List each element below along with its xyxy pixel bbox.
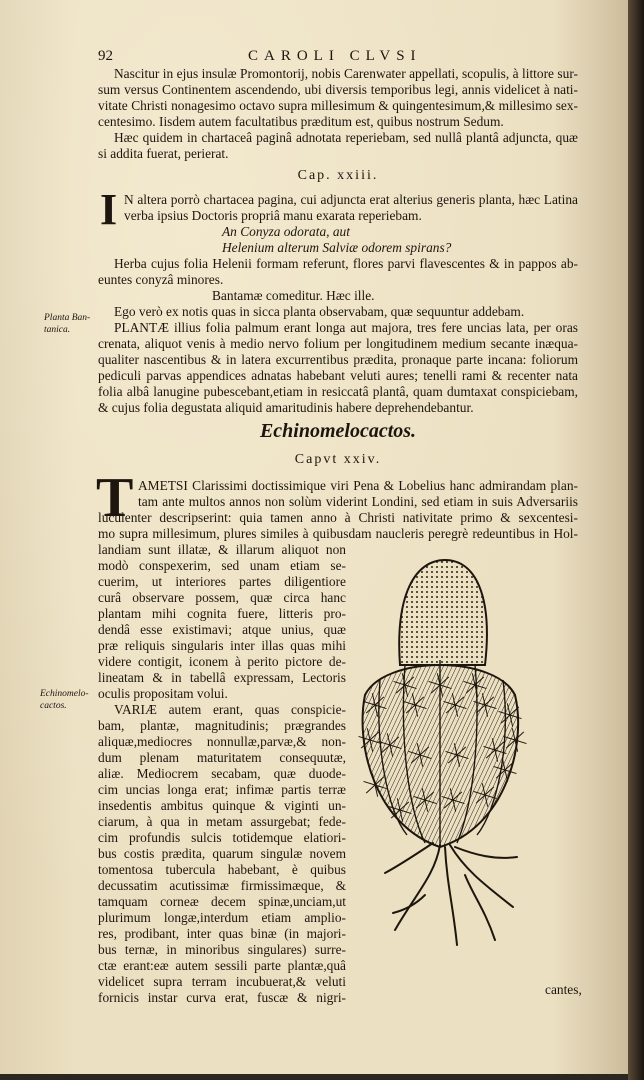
cap24-narrow-line: oculis propositam volui.	[98, 686, 228, 701]
chapter-24-title: Echinomelocactos.	[259, 420, 417, 442]
cap24-narrow-line: decussatim acutissimæ firmissimæque, &	[98, 878, 346, 893]
cap24-narrow-line: lineatam & in tabellâ expressam, Lectoris	[98, 670, 346, 685]
dropcap-i: I	[100, 185, 118, 234]
book-spine	[628, 0, 644, 1080]
para1-line: sum versus Continentem ascendendo, ubi diversis temporibus legi, annis videlicet à nati-	[98, 82, 578, 97]
cap24-wide-line: luculenter descripserint: quia tamen anno à Christi nativitate primo & sexcentesi-	[98, 510, 578, 525]
cap23-line: N altera porrò chartacea pagina, cui adjuncta erat alterius generis planta, hæc Latina	[124, 192, 578, 207]
running-title: CAROLI CLVSI	[248, 48, 422, 64]
page-header	[98, 48, 578, 66]
cap23-body2: folia albâ lanugine pubescebant,etiam in resiccatâ plantâ, quam dumtaxat conspiciebam,	[98, 384, 578, 399]
cap23-body2: qualiter nascentibus & in latera excurrentibus prædita, pronaque parte incana: foliorum	[98, 352, 578, 367]
catchword: cantes,	[545, 982, 582, 997]
cap24-narrow-line: aliæ. Mediocrem secabam, quæ duode-	[98, 766, 346, 781]
cap24-narrow-line: dum plenam maturitatem consequutæ,	[98, 750, 346, 765]
cap24-narrow-line: insedentis ambitus quinque & viginti un-	[98, 798, 346, 813]
cap23-body2: PLANTÆ illius folia palmum erant longa aut majora, tres fere uncias lata, per oras	[114, 320, 578, 335]
cap23-body2: pediculi parvas appendices adnatas habebant veluti aures; tenelli rami & recenter nata	[98, 368, 578, 383]
cap23-body: euntes conyzâ minores.	[98, 272, 224, 287]
cap24-narrow-line: tomentosa tubercula habebant, è quibus	[98, 862, 346, 877]
margin-note-line: tanica.	[44, 325, 71, 335]
cap24-narrow-line: cim profundis sulcis totidemque elatiori-	[98, 830, 346, 845]
chapter-24-heading: Capvt xxiv.	[294, 452, 382, 467]
cap24-narrow-line: tamquam corneæ decem spinæ,unciam,ut	[98, 894, 346, 909]
cephalium	[399, 560, 487, 665]
page-number: 92	[98, 48, 113, 64]
para2-line: Hæc quidem in chartaceâ paginâ adnotata reperiebam, sed nullâ plantâ adjuncta, quæ	[114, 130, 578, 145]
margin-note-line: Echinomelo-	[40, 689, 89, 699]
echinomelocactus-illustration	[345, 555, 540, 955]
cap24-narrow-line: dendâ esse existimavi; atque unius, quæ	[98, 622, 346, 637]
chapter-23-heading: Cap. xxiii.	[297, 168, 379, 183]
para1-line: vitate Christi nonagesimo octavo supra millesimum & quingentesimum,& millesimo sex-	[98, 98, 578, 113]
cap23-body2: & cujus folia degustata aliquid amaritudinis habere deprehendebantur.	[98, 400, 474, 415]
cap24-wide-line: mo supra millesimum, plures similes à quibusdam naucleris peregrè redeuntibus in Hol-	[98, 526, 578, 541]
margin-note-line: Planta Ban-	[44, 313, 91, 323]
cap24-narrow-line: bam, plantæ, magnitudinis; prægrandes	[98, 718, 346, 733]
cap24-wide-line: AMETSI Clarissimi doctissimique viri Pena & Lobelius hanc admirandam plan-	[138, 478, 578, 493]
roots	[385, 843, 517, 945]
para1-line: centesimo. Iisdem autem facultatibus præditum est, quibus nostrum Sedum.	[98, 114, 504, 129]
para2-line: si addita fuerat, perierat.	[98, 146, 229, 161]
cap24-narrow-line: fornicis instar curva erat, fuscæ & nigri-	[98, 990, 346, 1005]
cap24-narrow-line: videlicet supra terram incubuerat,& veluti	[98, 974, 346, 989]
para1-line: Nascitur in ejus insulæ Promontorij, nobis Carenwater appellati, scopulis, à littore sur-	[114, 66, 578, 81]
cap24-narrow-line: landiam sunt illatæ, & illarum aliquot non	[98, 542, 346, 557]
margin-note-planta	[44, 312, 90, 336]
cap24-narrow-line: ciarum, à qua in metam assurgebat; fede-	[98, 814, 346, 829]
cap23-quote: An Conyza odorata, aut	[222, 224, 350, 239]
margin-note-line: cactos.	[40, 701, 67, 711]
cap23-body2: crenata, aliquot venis à medio nervo folium per longitudinem medium secante inæqua-	[98, 336, 578, 351]
cap24-narrow-line: curâ observare possem, quæ circa hanc	[98, 590, 346, 605]
cap24-narrow-line: bus ternæ, in minoribus singulares) surre-	[98, 942, 346, 957]
cap24-wide-line: tam ante multos annos non solùm viderint Londini, sed etiam in suis Adversariis	[138, 494, 578, 509]
cap24-narrow-line: modò conspexerim, sed unam etiam se-	[98, 558, 346, 573]
cap23-bantam: Bantamæ comeditur. Hæc ille.	[212, 288, 375, 303]
cap24-narrow-line: bus costis prædita, quarum singulæ novem	[98, 846, 346, 861]
cap24-narrow-line: cuerim, ut interiores partes diligentiore	[98, 574, 346, 589]
cap24-narrow-line: aliquæ,mediocres nonnullæ,parvæ,& non-	[98, 734, 346, 749]
cap24-narrow-line: plurimum longæ,interdum etiam amplio-	[98, 910, 346, 925]
cap23-body2: Ego verò ex notis quas in sicca planta observabam, quæ sequuntur addebam.	[114, 304, 525, 319]
cap24-narrow-line: res, prodibant, inter quas binæ (in majori-	[98, 926, 346, 941]
cap24-narrow-line: cim uncias longa erat; infimæ partis terræ	[98, 782, 346, 797]
cap23-line: verba ipsius Doctoris propriâ manu exarata reperiebam.	[124, 208, 422, 223]
cap23-quote: Helenium alterum Salviæ odorem spirans?	[222, 240, 452, 255]
cap24-narrow-line: ctæ erant:eæ autem sessili parte plantæ,quâ	[98, 958, 346, 973]
cap24-narrow-line: præ reliquis singularis inter illas quas mihi	[98, 638, 346, 653]
margin-note-echino	[40, 688, 89, 712]
cap23-body: Herba cujus folia Helenii formam referunt, flores parvi flavescentes & in pappos ab-	[114, 256, 578, 271]
cap24-narrow-line: VARIÆ autem erant, quas conspicie-	[114, 702, 346, 717]
cap24-narrow-line: videre contigit, iconem à perito pictore de-	[98, 654, 346, 669]
cap24-narrow-line: plantam mihi cognita fuere, litteris pro-	[98, 606, 346, 621]
dropcap-t: T	[96, 467, 134, 529]
